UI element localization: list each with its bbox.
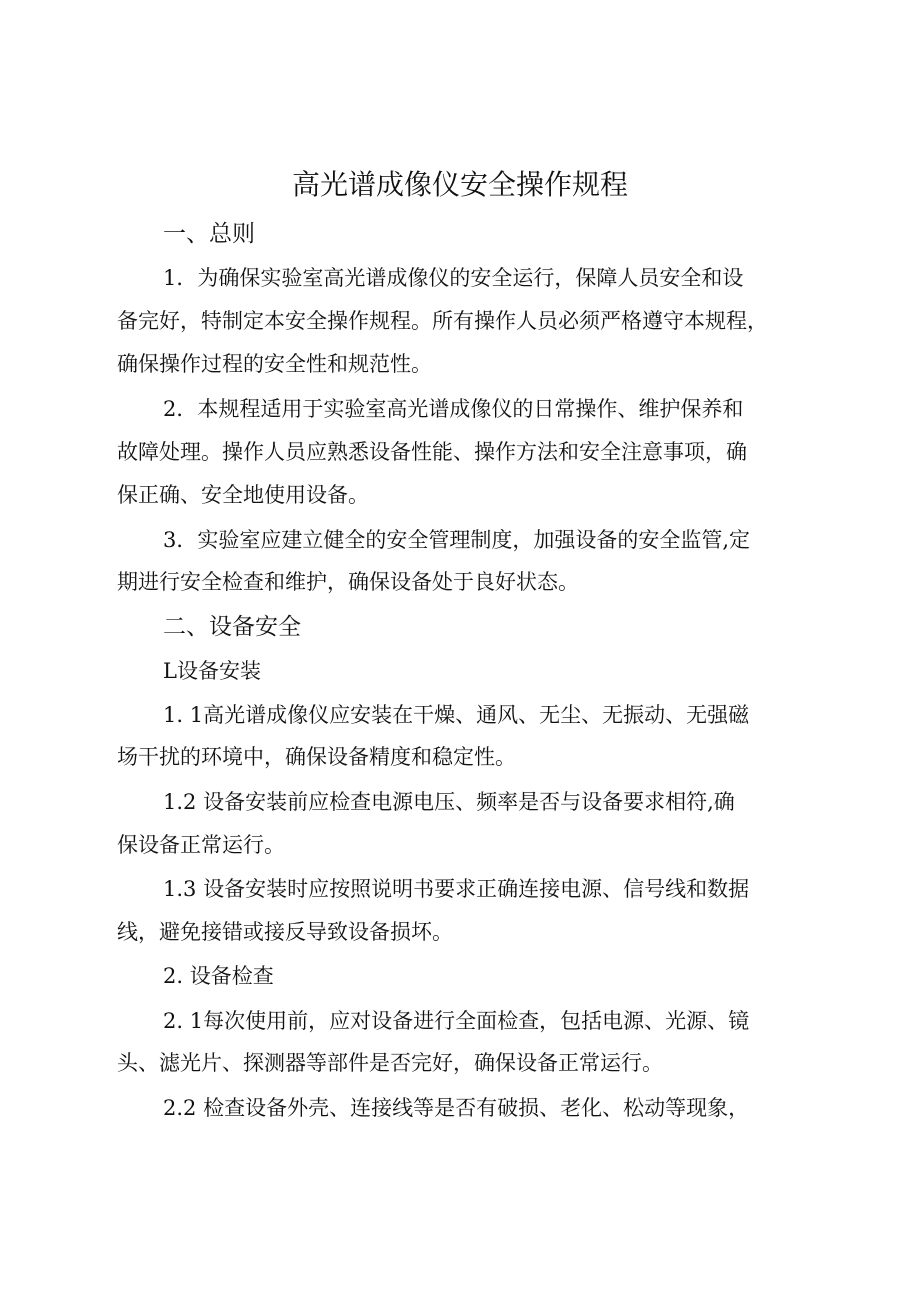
paragraph-line: 2.2 检查设备外壳、连接线等是否有破损、老化、松动等现象， <box>163 1096 750 1120</box>
paragraph-line: 故障处理。操作人员应熟悉设备性能、操作方法和安全注意事项，确 <box>117 440 747 464</box>
paragraph-line: 1. 1高光谱成像仪应安装在干燥、通风、无尘、无振动、无强磁 <box>163 703 750 727</box>
paragraph-line: 期进行安全检查和维护，确保设备处于良好状态。 <box>117 570 579 594</box>
paragraph-line: 1．为确保实验室高光谱成像仪的安全运行，保障人员安全和设 <box>163 266 744 290</box>
page-title: 高光谱成像仪安全操作规程 <box>291 168 628 201</box>
paragraph-line: 1.2 设备安装前应检查电源电压、频率是否与设备要求相符,确 <box>163 790 735 814</box>
subheading-installation: L设备安装 <box>163 659 261 683</box>
subheading-inspection: 2. 设备检查 <box>163 964 274 988</box>
paragraph-line: 场干扰的环境中，确保设备精度和稳定性。 <box>117 745 516 769</box>
section-heading-equipment-safety: 二、设备安全 <box>163 614 301 640</box>
paragraph-line: 2. 1每次使用前，应对设备进行全面检查，包括电源、光源、镜 <box>163 1009 750 1033</box>
paragraph-line: 2．本规程适用于实验室高光谱成像仪的日常操作、维护保养和 <box>163 397 744 421</box>
paragraph-line: 线，避免接错或接反导致设备损坏。 <box>117 920 453 944</box>
paragraph-line: 保设备正常运行。 <box>117 833 285 857</box>
paragraph-line: 3．实验室应建立健全的安全管理制度，加强设备的安全监管,定 <box>163 528 751 552</box>
paragraph-line: 确保操作过程的安全性和规范性。 <box>117 352 432 376</box>
paragraph-line: 头、滤光片、探测器等部件是否完好，确保设备正常运行。 <box>117 1051 663 1075</box>
paragraph-line: 保正确、安全地使用设备。 <box>117 483 369 507</box>
paragraph-line: 1.3 设备安装时应按照说明书要求正确连接电源、信号线和数据 <box>163 877 750 901</box>
paragraph-line: 备完好，特制定本安全操作规程。所有操作人员必须严格遵守本规程， <box>117 309 768 333</box>
section-heading-general: 一、总则 <box>163 221 255 247</box>
